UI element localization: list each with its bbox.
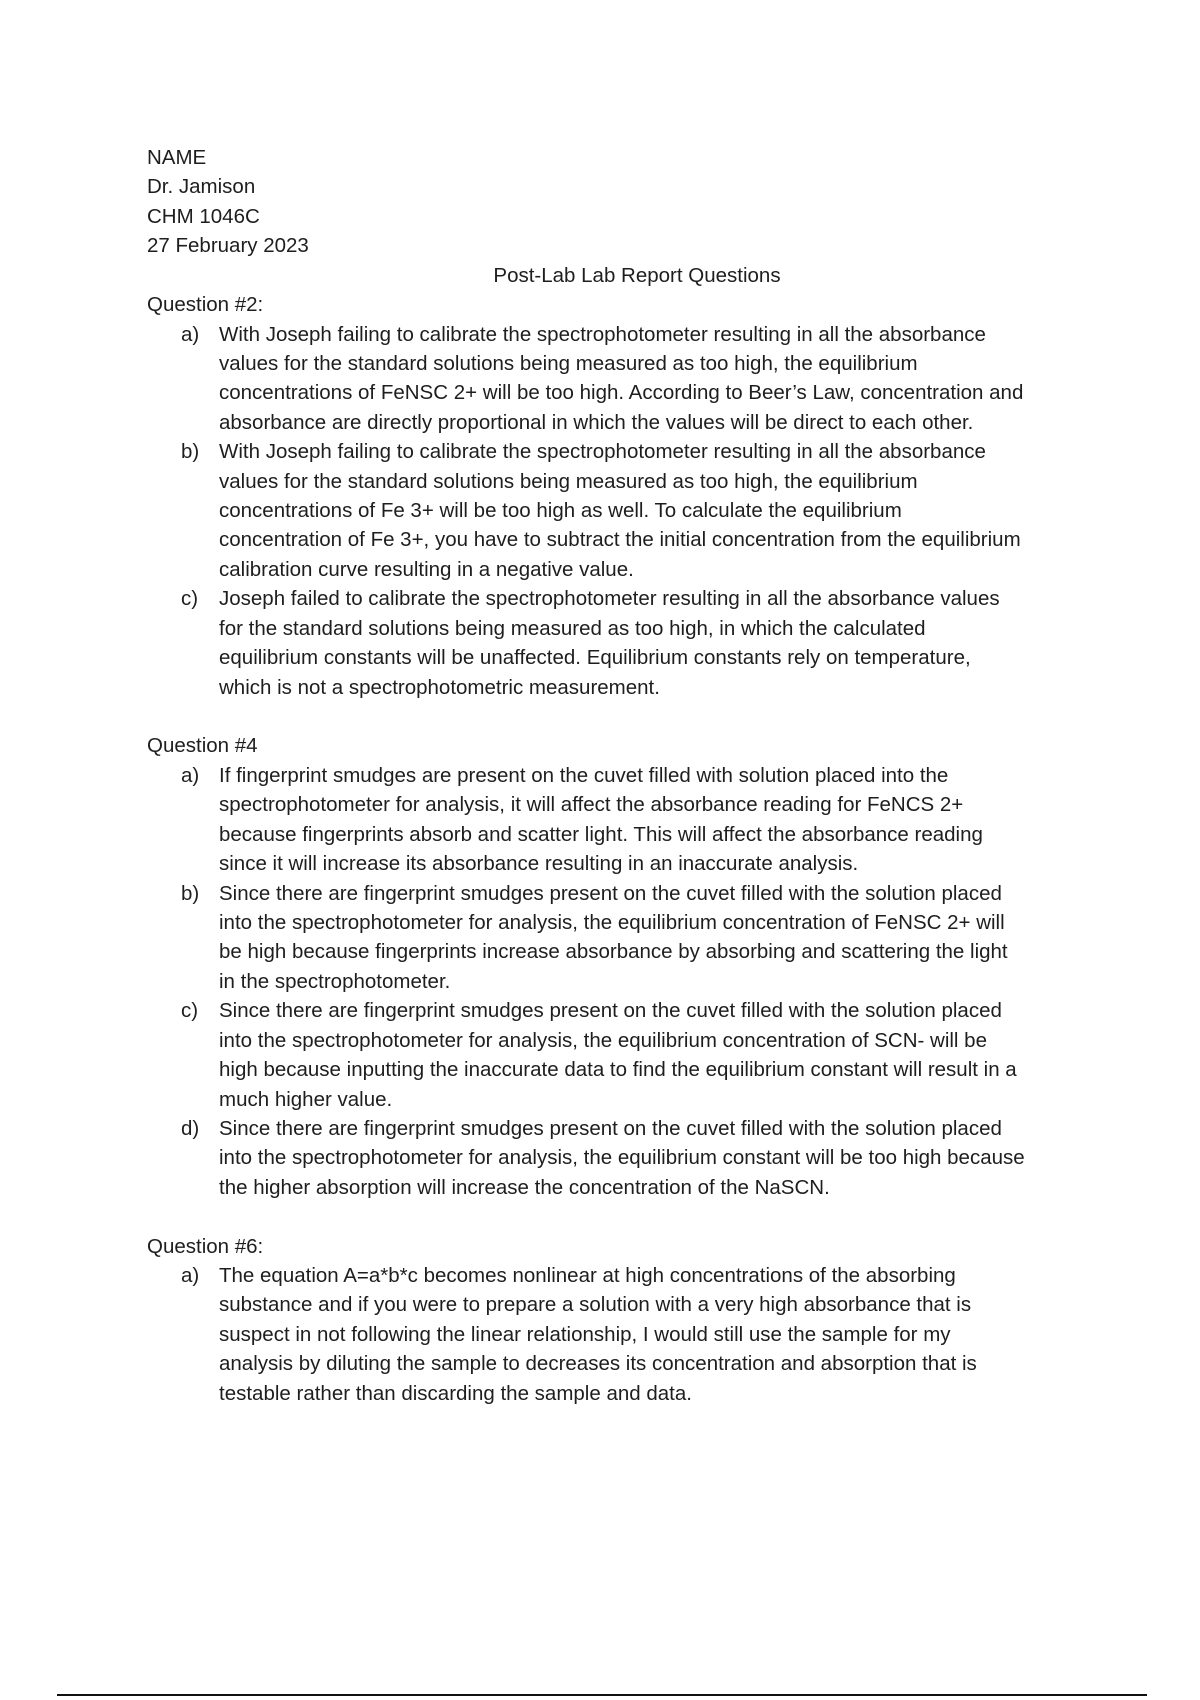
answer-text-line: high because inputting the inaccurate data to find the equilibrium constant will result in a <box>219 1058 1017 1082</box>
answer-item <box>147 761 1107 879</box>
list-marker: c) <box>181 999 199 1023</box>
answer-text-line: With Joseph failing to calibrate the spectrophotometer resulting in all the absorbance <box>219 322 986 346</box>
answer-item <box>147 879 1107 997</box>
list-marker: a) <box>181 763 200 787</box>
answer-text-line: concentrations of FeNSC 2+ will be too high. According to Beer’s Law, concentration and <box>219 381 1024 405</box>
list-marker: d) <box>181 1116 200 1140</box>
answer-text-line: With Joseph failing to calibrate the spectrophotometer resulting in all the absorbance <box>219 440 986 464</box>
question-heading: Question #2: <box>147 293 264 317</box>
answer-item <box>147 1114 1107 1202</box>
answer-text-line: calibration curve resulting in a negative value. <box>219 557 634 581</box>
answer-text-line: into the spectrophotometer for analysis, the equilibrium concentration of SCN- will be <box>219 1028 987 1052</box>
blank-line <box>147 702 1107 731</box>
answer-text-line: The equation A=a*b*c becomes nonlinear at high concentrations of the absorbing <box>219 1264 956 1288</box>
answer-item <box>147 584 1107 702</box>
page-bottom-rule <box>57 1694 1147 1696</box>
answer-item <box>147 320 1107 438</box>
blank-line <box>147 1202 1107 1231</box>
question-heading: Question #4 <box>147 734 258 758</box>
answer-text-line: because fingerprints absorb and scatter light. This will affect the absorbance reading <box>219 822 983 846</box>
answer-text-line: in the spectrophotometer. <box>219 969 451 993</box>
answer-text-line: spectrophotometer for analysis, it will affect the absorbance reading for FeNCS 2+ <box>219 793 964 817</box>
answer-text-line: concentration of Fe 3+, you have to subtract the initial concentration from the equilibrium <box>219 528 1021 552</box>
answer-text-line: into the spectrophotometer for analysis, the equilibrium concentration of FeNSC 2+ will <box>219 910 1005 934</box>
answer-text-line: the higher absorption will increase the concentration of the NaSCN. <box>219 1175 830 1199</box>
list-marker: b) <box>181 881 200 905</box>
answer-item <box>147 996 1107 1114</box>
answer-item <box>147 437 1107 584</box>
answer-text-line: since it will increase its absorbance resulting in an inaccurate analysis. <box>219 852 859 876</box>
document-body <box>147 143 1107 1408</box>
answer-text-line: Since there are fingerprint smudges present on the cuvet filled with the solution placed <box>219 1116 1002 1140</box>
answer-text-line: much higher value. <box>219 1087 393 1111</box>
list-marker: c) <box>181 587 199 611</box>
question-heading: Question #6: <box>147 1234 264 1258</box>
list-marker: a) <box>181 322 200 346</box>
answer-item <box>147 1261 1107 1408</box>
answer-text-line: which is not a spectrophotometric measurement. <box>219 675 660 699</box>
answer-text-line: concentrations of Fe 3+ will be too high as well. To calculate the equilibrium <box>219 499 902 523</box>
answer-text-line: substance and if you were to prepare a solution with a very high absorbance that is <box>219 1293 972 1317</box>
instructor-name: Dr. Jamison <box>147 175 256 199</box>
answer-text-line: Joseph failed to calibrate the spectrophotometer resulting in all the absorbance values <box>219 587 1000 611</box>
list-marker: b) <box>181 440 200 464</box>
report-date: 27 February 2023 <box>147 234 309 258</box>
answer-text-line: Since there are fingerprint smudges present on the cuvet filled with the solution placed <box>219 881 1002 905</box>
answer-text-line: be high because fingerprints increase absorbance by absorbing and scattering the light <box>219 940 1008 964</box>
answer-text-line: for the standard solutions being measured as too high, in which the calculated <box>219 616 926 640</box>
answer-text-line: testable rather than discarding the sample and data. <box>219 1381 692 1405</box>
answer-text-line: absorbance are directly proportional in which the values will be direct to each other. <box>219 410 974 434</box>
answer-text-line: values for the standard solutions being measured as too high, the equilibrium <box>219 351 918 375</box>
questions-section <box>147 290 1107 1408</box>
list-marker: a) <box>181 1264 200 1288</box>
document-title: Post-Lab Lab Report Questions <box>493 263 781 287</box>
answer-text-line: suspect in not following the linear relationship, I would still use the sample for my <box>219 1322 951 1346</box>
answer-text-line: analysis by diluting the sample to decreases its concentration and absorption that is <box>219 1352 977 1376</box>
student-name: NAME <box>147 146 207 169</box>
answer-text-line: into the spectrophotometer for analysis, the equilibrium constant will be too high because <box>219 1146 1025 1170</box>
answer-text-line: If fingerprint smudges are present on the cuvet filled with solution placed into the <box>219 763 949 787</box>
answer-text-line: equilibrium constants will be unaffected. Equilibrium constants rely on temperature, <box>219 646 971 670</box>
course-code: CHM 1046C <box>147 204 260 228</box>
answer-text-line: values for the standard solutions being measured as too high, the equilibrium <box>219 469 918 493</box>
answer-text-line: Since there are fingerprint smudges present on the cuvet filled with the solution placed <box>219 999 1002 1023</box>
